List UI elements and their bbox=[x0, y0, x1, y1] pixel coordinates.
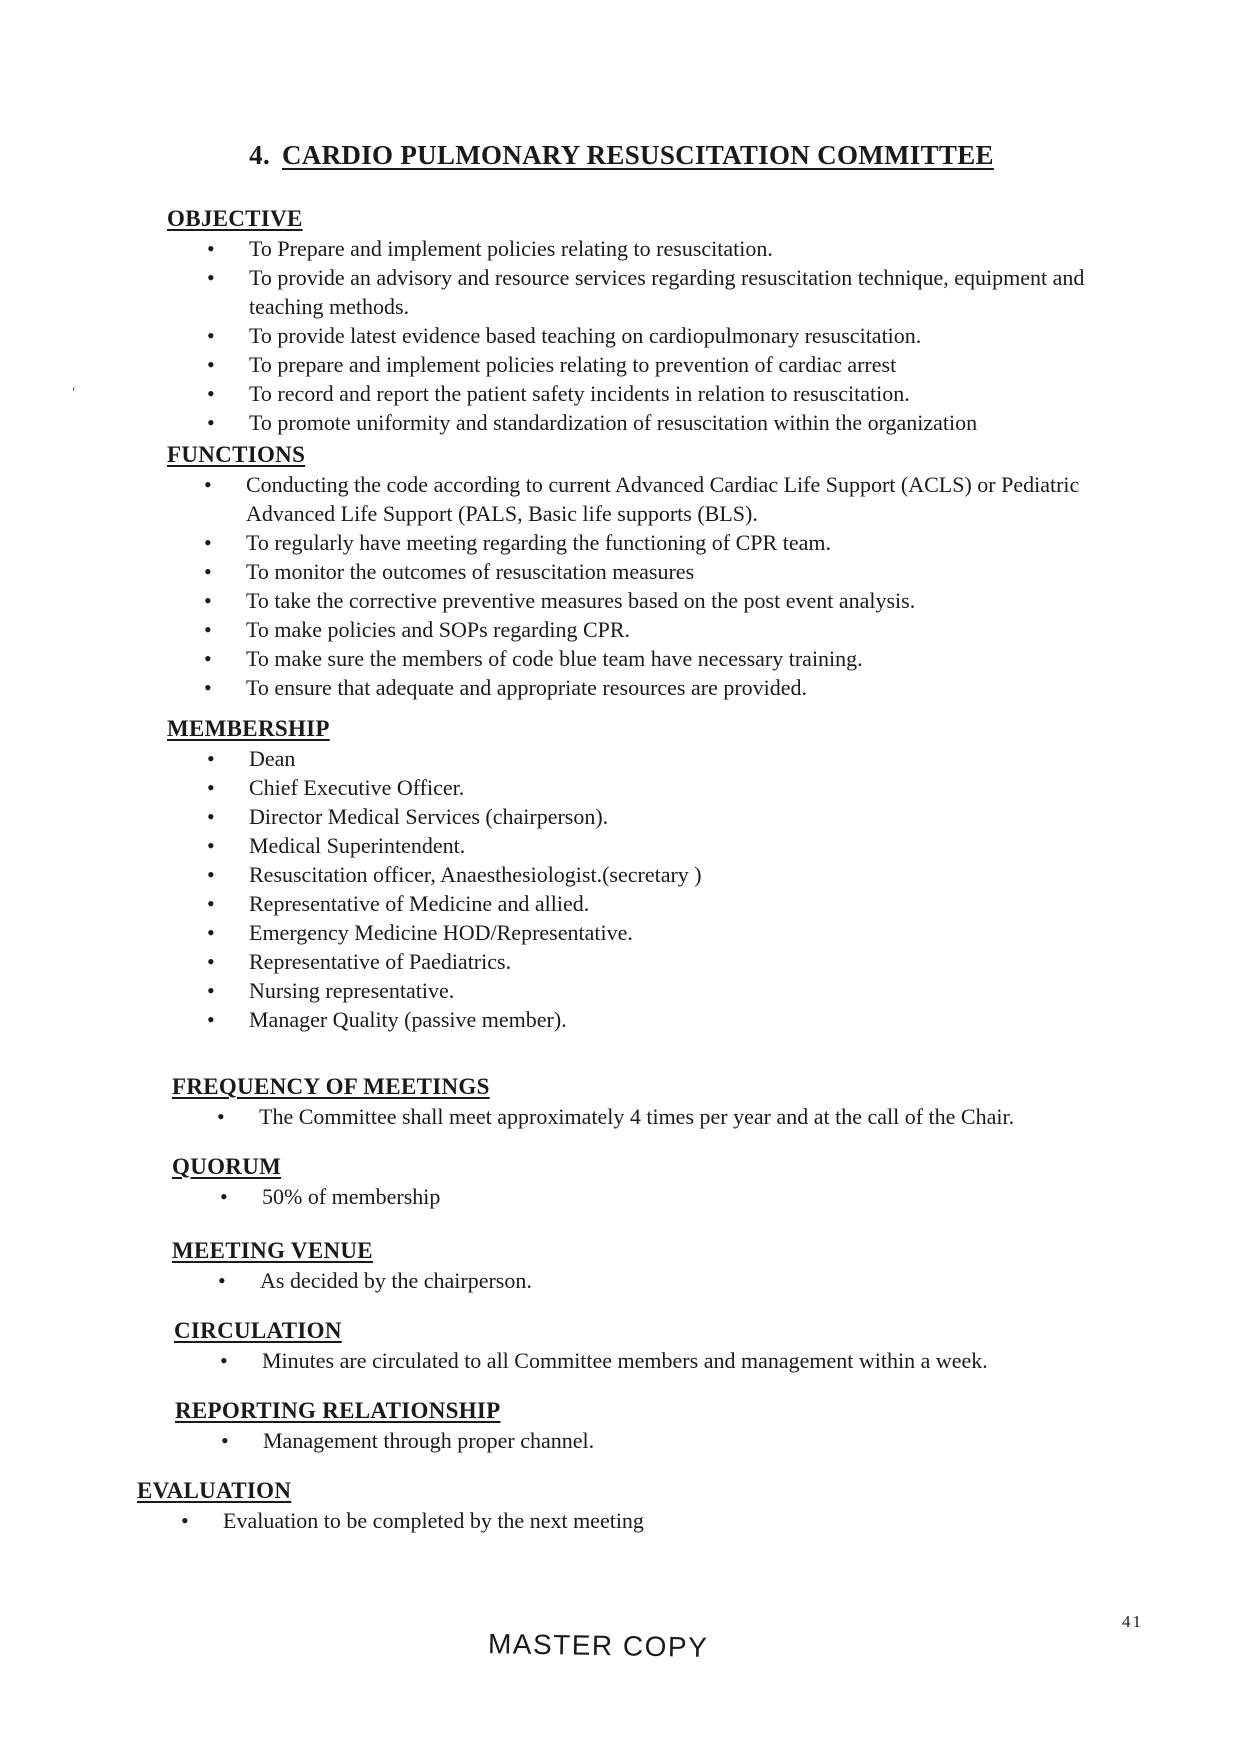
list-item: • Director Medical Services (chairperson). bbox=[207, 802, 1097, 831]
section-circulation bbox=[174, 1316, 1134, 1375]
functions-list bbox=[204, 470, 1097, 702]
section-heading: OBJECTIVE bbox=[167, 206, 303, 231]
membership-list bbox=[207, 744, 1097, 1034]
section-heading: FREQUENCY OF MEETINGS bbox=[172, 1074, 490, 1099]
list-item: • Resuscitation officer, Anaesthesiologist.(secretary ) bbox=[207, 860, 1097, 889]
section-functions bbox=[167, 440, 1097, 702]
section-heading: MEETING VENUE bbox=[172, 1238, 373, 1263]
section-frequency bbox=[172, 1072, 1132, 1131]
section-quorum bbox=[172, 1152, 1102, 1211]
objective-list bbox=[207, 234, 1097, 437]
list-item: • Evaluation to be completed by the next meeting bbox=[181, 1506, 1067, 1535]
section-heading: REPORTING RELATIONSHIP bbox=[175, 1398, 501, 1423]
section-heading: CIRCULATION bbox=[174, 1318, 342, 1343]
document-title bbox=[0, 140, 1243, 171]
list-item: • Chief Executive Officer. bbox=[207, 773, 1097, 802]
list-item: • Conducting the code according to current Advanced Cardiac Life Support (ACLS) or Pediatric Advanced Life Support (PALS, Basic life supports (BLS). bbox=[204, 470, 1097, 528]
quorum-list bbox=[220, 1182, 1102, 1211]
list-item: • To monitor the outcomes of resuscitation measures bbox=[204, 557, 1097, 586]
list-item: • To provide an advisory and resource services regarding resuscitation technique, equipment and teaching methods. bbox=[207, 263, 1097, 321]
list-item: • Representative of Paediatrics. bbox=[207, 947, 1097, 976]
list-item: • To regularly have meeting regarding the functioning of CPR team. bbox=[204, 528, 1097, 557]
list-item: • Manager Quality (passive member). bbox=[207, 1005, 1097, 1034]
list-item: • Emergency Medicine HOD/Representative. bbox=[207, 918, 1097, 947]
list-item: • To provide latest evidence based teaching on cardiopulmonary resuscitation. bbox=[207, 321, 1097, 350]
list-item: • Medical Superintendent. bbox=[207, 831, 1097, 860]
page-number: 41 bbox=[1122, 1612, 1143, 1631]
section-heading: MEMBERSHIP bbox=[167, 716, 330, 741]
margin-mark: ′ bbox=[72, 385, 76, 402]
section-heading: FUNCTIONS bbox=[167, 442, 306, 467]
list-item: • To ensure that adequate and appropriate resources are provided. bbox=[204, 673, 1097, 702]
list-item: • To record and report the patient safety incidents in relation to resuscitation. bbox=[207, 379, 1097, 408]
list-item: • Management through proper channel. bbox=[221, 1426, 1105, 1455]
section-heading: QUORUM bbox=[172, 1154, 282, 1179]
list-item: • Minutes are circulated to all Committee members and management within a week. bbox=[220, 1346, 1134, 1375]
section-reporting bbox=[175, 1396, 1105, 1455]
title-number: 4. bbox=[249, 140, 270, 170]
list-item: • To make sure the members of code blue team have necessary training. bbox=[204, 644, 1097, 673]
master-copy-stamp: MASTER COPY bbox=[487, 1628, 709, 1663]
list-item: • To take the corrective preventive measures based on the post event analysis. bbox=[204, 586, 1097, 615]
section-venue bbox=[172, 1236, 1102, 1295]
section-heading: EVALUATION bbox=[137, 1478, 292, 1503]
section-objective bbox=[167, 204, 1097, 437]
list-item: • The Committee shall meet approximately 4 times per year and at the call of the Chair. bbox=[217, 1102, 1132, 1131]
list-item: • To Prepare and implement policies relating to resuscitation. bbox=[207, 234, 1097, 263]
list-item: • As decided by the chairperson. bbox=[218, 1266, 1102, 1295]
list-item: • Nursing representative. bbox=[207, 976, 1097, 1005]
section-evaluation bbox=[137, 1476, 1067, 1535]
list-item: • To promote uniformity and standardization of resuscitation within the organization bbox=[207, 408, 1097, 437]
list-item: • To make policies and SOPs regarding CPR. bbox=[204, 615, 1097, 644]
circulation-list bbox=[220, 1346, 1134, 1375]
frequency-list bbox=[217, 1102, 1132, 1131]
list-item: • Representative of Medicine and allied. bbox=[207, 889, 1097, 918]
list-item: • 50% of membership bbox=[220, 1182, 1102, 1211]
list-item: • Dean bbox=[207, 744, 1097, 773]
list-item: • To prepare and implement policies relating to prevention of cardiac arrest bbox=[207, 350, 1097, 379]
evaluation-list bbox=[181, 1506, 1067, 1535]
title-text: CARDIO PULMONARY RESUSCITATION COMMITTEE bbox=[282, 140, 994, 170]
section-membership bbox=[167, 714, 1097, 1034]
venue-list bbox=[218, 1266, 1102, 1295]
reporting-list bbox=[221, 1426, 1105, 1455]
